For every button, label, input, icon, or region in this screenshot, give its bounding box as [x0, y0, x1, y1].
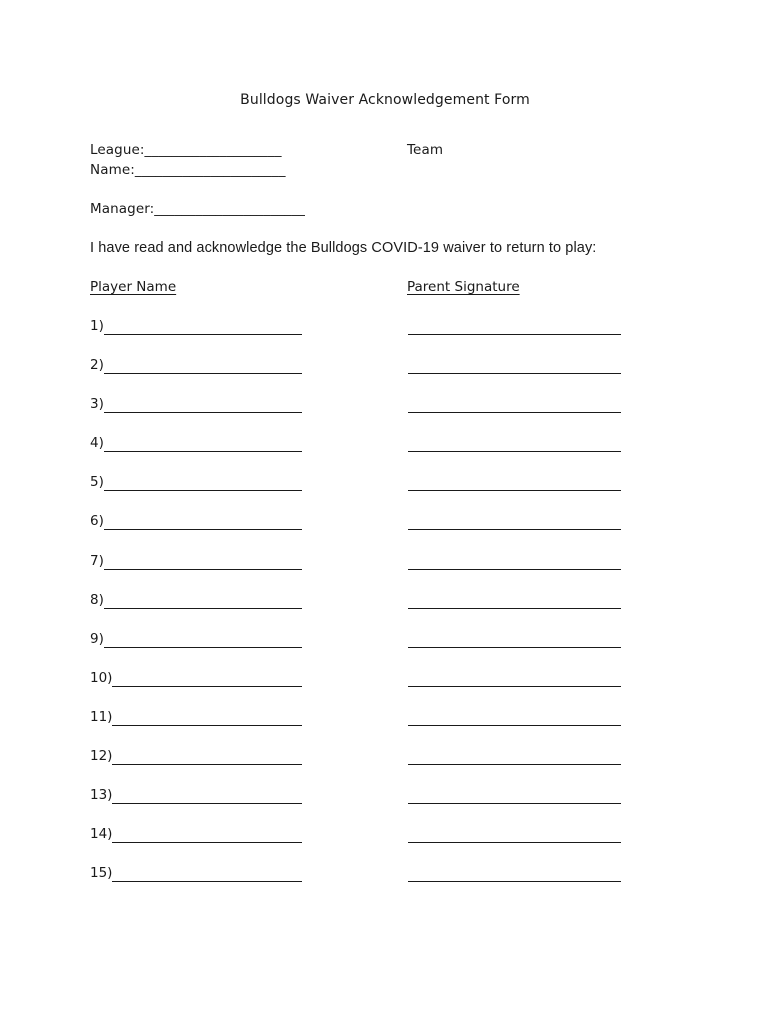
form-title: Bulldogs Waiver Acknowledgement Form	[240, 92, 530, 108]
row-number: 6)	[90, 513, 104, 530]
parent-signature-header: Parent Signature	[407, 279, 520, 295]
parent-signature-line[interactable]	[408, 373, 621, 374]
row-number: 14)	[90, 826, 113, 843]
parent-signature-line[interactable]	[408, 803, 621, 804]
parent-signature-line[interactable]	[408, 881, 621, 882]
manager-field: Manager:______________________	[90, 201, 305, 217]
parent-signature-line[interactable]	[408, 725, 621, 726]
parent-signature-line[interactable]	[408, 490, 621, 491]
player-name-line[interactable]	[112, 881, 302, 882]
table-row	[0, 826, 770, 865]
player-name-line[interactable]	[112, 803, 302, 804]
parent-signature-line[interactable]	[408, 764, 621, 765]
player-name-line[interactable]	[112, 725, 302, 726]
player-name-line[interactable]	[104, 608, 302, 609]
row-number: 4)	[90, 435, 104, 452]
player-name-line[interactable]	[104, 412, 302, 413]
parent-signature-line[interactable]	[408, 412, 621, 413]
table-row	[0, 435, 770, 474]
acknowledgement-statement: I have read and acknowledge the Bulldogs COVID-19 waiver to return to play:	[90, 240, 597, 256]
table-row	[0, 631, 770, 670]
parent-signature-line[interactable]	[408, 569, 621, 570]
table-row	[0, 474, 770, 513]
player-name-header: Player Name	[90, 279, 177, 295]
table-row	[0, 865, 770, 904]
parent-signature-line[interactable]	[408, 647, 621, 648]
player-name-line[interactable]	[104, 647, 302, 648]
row-number: 1)	[90, 318, 104, 334]
player-name-line[interactable]	[112, 686, 302, 687]
table-row	[0, 513, 770, 552]
player-name-line[interactable]	[104, 569, 302, 570]
player-name-line[interactable]	[104, 490, 302, 491]
row-number: 13)	[90, 787, 113, 804]
player-name-line[interactable]	[104, 529, 302, 530]
row-number: 15)	[90, 865, 113, 882]
table-row	[0, 553, 770, 592]
team-label: Team	[407, 142, 444, 158]
table-row	[0, 396, 770, 435]
parent-signature-line[interactable]	[408, 608, 621, 609]
table-row	[0, 318, 770, 357]
signature-rows	[0, 318, 770, 904]
parent-signature-line[interactable]	[408, 842, 621, 843]
table-row	[0, 709, 770, 748]
parent-signature-line[interactable]	[408, 529, 621, 530]
table-row	[0, 670, 770, 709]
row-number: 8)	[90, 591, 104, 608]
row-number: 5)	[90, 474, 104, 491]
row-number: 10)	[90, 669, 113, 686]
parent-signature-line[interactable]	[408, 334, 621, 335]
player-name-line[interactable]	[104, 451, 302, 452]
row-number: 12)	[90, 748, 113, 765]
player-name-line[interactable]	[112, 764, 302, 765]
row-number: 3)	[90, 396, 104, 413]
parent-signature-line[interactable]	[408, 686, 621, 687]
table-row	[0, 592, 770, 631]
table-row	[0, 357, 770, 396]
name-field: Name:______________________	[90, 162, 286, 178]
player-name-line[interactable]	[112, 842, 302, 843]
parent-signature-line[interactable]	[408, 451, 621, 452]
row-number: 9)	[90, 630, 104, 647]
league-field: League:____________________	[90, 142, 282, 158]
row-number: 7)	[90, 552, 104, 569]
player-name-line[interactable]	[104, 334, 302, 335]
row-number: 2)	[90, 357, 104, 374]
player-name-line[interactable]	[104, 373, 302, 374]
row-number: 11)	[90, 708, 113, 725]
table-row	[0, 787, 770, 826]
table-row	[0, 748, 770, 787]
